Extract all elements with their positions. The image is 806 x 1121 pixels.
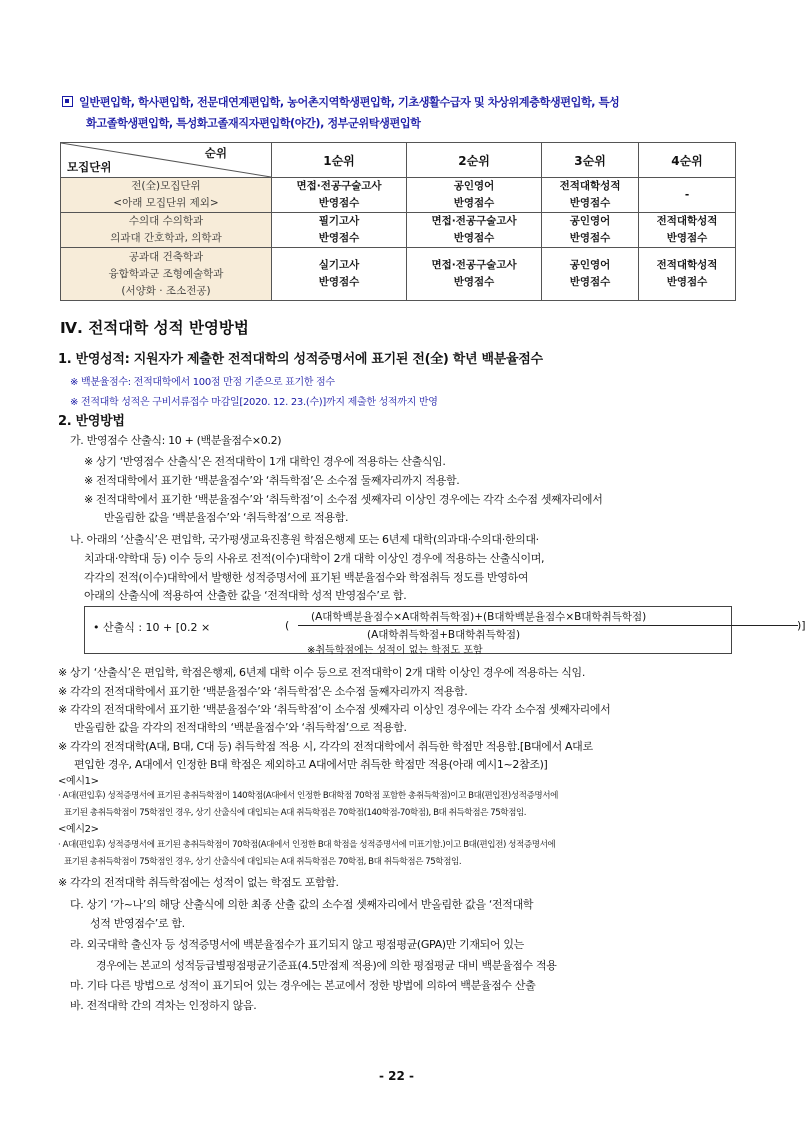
cell-line: 전적대학성적 [656,215,718,227]
cell-line: 반영점수 [453,197,495,209]
formula-note-2: ※ 각각의 전적대학에서 표기한 ‘백분율점수’와 ‘취득학점’은 소수점 둘째자리까지 적용함. [58,685,468,698]
ga-note-3-cont: 반올림한 값을 ‘백분율점수’와 ‘취득학점’으로 적용함. [104,511,349,524]
formula-denominator: (A대학취득학점+B대학취득학점) [367,629,521,641]
formula-box [84,606,806,656]
formula-lead: • 산출식 : 10 + [0.2 × [93,621,211,634]
cell-line: 실기고사 [318,259,360,271]
formula-note-3-cont: 반올림한 값을 각각의 전적대학의 ‘백분율점수’와 ‘취득학점’으로 적용함. [74,721,407,734]
cell-line: 공인영어 [453,180,495,192]
rank-cell [407,213,542,248]
ga-note-2: ※ 전적대학에서 표기한 ‘백분율점수’와 ‘취득학점’은 소수점 둘째자리까지 적용함. [84,474,460,487]
cell-line: 반영점수 [569,232,611,244]
unit-line: (서양화 · 조소전공) [121,284,211,297]
rank-cell [542,178,639,213]
cell-line: 반영점수 [453,276,495,288]
table-row [61,213,736,248]
rank-cell [639,178,736,213]
unit-line: <아래 모집단위 제외> [113,197,219,209]
rank-cell [272,213,407,248]
row-unit [61,213,272,248]
cell-line: 반영점수 [318,232,360,244]
formula-note-1: ※ 상기 ‘산출식’은 편입학, 학점은행제, 6년제 대학 이수 등으로 전적대학이 2개 대학 이상인 경우에 적용하는 식임. [58,666,585,679]
cell-line: 공인영어 [569,215,611,227]
example-2-label: <예시2> [58,824,99,835]
ma-item: 마. 기타 다른 방법으로 성적이 표기되어 있는 경우에는 본교에서 정한 방법에 의하여 백분율점수 산출 [70,979,536,992]
header-rank-2: 2순위 [407,143,542,178]
table-row [61,248,736,301]
ra-item-line-2: 경우에는 본교의 성적등급별평점평균기준표(4.5만점제 적용)에 의한 평점평균 대비 백분율점수 적용 [96,959,557,972]
rank-cell [407,248,542,301]
cell-line: 반영점수 [666,232,708,244]
table-corner-header [61,143,272,178]
na-item-line-3: 각각의 전적(이수)대학에서 발행한 성적증명서에 표기된 백분율점수와 학점취득 정도를 반영하여 [84,571,529,584]
formula-note-5: ※ 각각의 전적대학 취득학점에는 성적이 없는 학점도 포함함. [58,876,339,889]
na-item-line-1: 나. 아래의 ‘산출식’은 편입학, 국가평생교육진흥원 학점은행제 또는 6년제 대학(의과대·수의대·한의대· [70,533,539,546]
ga-item: 가. 반영점수 산출식: 10 + (백분율점수×0.2) [70,434,282,447]
header-rank-4: 4순위 [639,143,736,178]
cell-line: 반영점수 [318,276,360,288]
cell-line: 면접·전공구술고사 [431,215,517,227]
notice-line-1: 일반편입학, 학사편입학, 전문대연계편입학, 농어촌지역학생편입학, 기초생활수급자 및 차상위계층학생편입학, 특성 [79,96,620,109]
rank-cell [542,248,639,301]
unit-line: 공과대 건축학과 [128,250,204,263]
ra-item-line-1: 라. 외국대학 출신자 등 성적증명서에 백분율점수가 표기되지 않고 평점평균(GPA)만 기재되어 있는 [70,938,524,951]
unit-line: 수의대 수의학과 [128,215,204,227]
admission-types-notice [62,92,742,134]
cell-line: 반영점수 [666,276,708,288]
subsection-1-title: 1. 반영성적: 지원자가 제출한 전적대학의 성적증명서에 표기된 전(全) 학년 백분율점수 [58,352,543,367]
rank-cell [542,213,639,248]
s1-note-1: ※ 백분율점수: 전적대학에서 100점 만점 기준으로 표기한 점수 [70,377,335,388]
table-row [61,178,736,213]
header-rank-1: 1순위 [272,143,407,178]
cell-line: 전적대학성적 [559,180,621,192]
formula-footnote: ※취득학점에는 성적이 없는 학점도 포함 [307,645,483,656]
formula-numerator: (A대학백분율점수×A대학취득학점)+(B대학백분율점수×B대학취득학점) [311,611,647,623]
rank-cell [272,248,407,301]
da-item-line-2: 성적 반영점수’로 함. [90,917,185,930]
corner-unit-label: 모집단위 [67,160,112,174]
cell-line: 면접·전공구술고사 [296,180,382,192]
da-item-line-1: 다. 상기 ‘가~나’의 해당 산출식에 의한 최종 산출 값의 소수점 셋째자리에서 반올림한 값을 ‘전적대학 [70,898,534,911]
example-1-label: <예시1> [58,776,99,787]
cell-line: 공인영어 [569,259,611,271]
rank-cell [407,178,542,213]
formula-note-3: ※ 각각의 전적대학에서 표기한 ‘백분율점수’와 ‘취득학점’이 소수점 셋째자리 이상인 경우에는 각각 소수점 셋째자리에서 [58,703,611,716]
fraction-bar [298,625,798,626]
subsection-2-title: 2. 반영방법 [58,414,125,429]
cell-line: 반영점수 [569,276,611,288]
example-1-line-1: · A대(편입후) 성적증명서에 표기된 총취득학점이 140학점(A대에서 인정한 B대학점 70학점 포함한 총취득학점)이고 B대(편입전)성적증명서에 [58,791,558,801]
cell-line: 면접·전공구술고사 [431,259,517,271]
formula-note-4-cont: 편입한 경우, A대에서 인정한 B대 학점은 제외하고 A대에서만 취득한 학점만 적용(아래 예시1~2참조)] [74,758,548,771]
cell-line: 전적대학성적 [656,259,718,271]
unit-line: 의과대 간호학과, 의학과 [110,232,222,244]
square-bullet-icon [62,96,73,107]
example-1-line-2: 표기된 총취득학점이 75학점인 경우, 상기 산출식에 대입되는 A대 취득학점은 70학점(140학점-70학점), B대 취득학점은 75학점임. [64,808,527,818]
header-rank-3: 3순위 [542,143,639,178]
cell-line: 필기고사 [318,215,360,227]
ba-item: 바. 전적대학 간의 격차는 인정하지 않음. [70,999,257,1012]
unit-line: 전(全)모집단위 [131,180,201,192]
rank-cell [272,178,407,213]
notice-line-2: 화고졸학생편입학, 특성화고졸재직자편입학(야간), 정부군위탁생편입학 [86,117,421,130]
section-title: Ⅳ. 전적대학 성적 반영방법 [60,319,249,337]
row-unit [61,248,272,301]
cell-line: 반영점수 [318,197,360,209]
example-2-line-2: 표기된 총취득학점이 75학점인 경우, 상기 산출식에 대입되는 A대 취득학점은 70학점, B대 취득학점은 75학점임. [64,857,462,867]
ga-note-1: ※ 상기 ‘반영점수 산출식’은 전적대학이 1개 대학인 경우에 적용하는 산출식임. [84,455,446,468]
s1-note-2: ※ 전적대학 성적은 구비서류접수 마감일[2020. 12. 23.(수)]까지 제출한 성적까지 반영 [70,397,438,408]
rank-cell [639,213,736,248]
row-unit [61,178,272,213]
formula-note-4: ※ 각각의 전적대학(A대, B대, C대 등) 취득학점 적용 시, 각각의 전적대학에서 취득한 학점만 적용함.[B대에서 A대로 [58,740,593,753]
unit-line: 융합학과군 조형예술학과 [108,267,224,280]
cell-line: 반영점수 [569,197,611,209]
ga-note-3: ※ 전적대학에서 표기한 ‘백분율점수’와 ‘취득학점’이 소수점 셋째자리 이상인 경우에는 각각 소수점 셋째자리에서 [84,493,603,506]
page-number: - 22 - [378,1069,414,1083]
rank-cell [639,248,736,301]
example-2-line-1: · A대(편입후) 성적증명서에 표기된 총취득학점이 70학점(A대에서 인정한 B대 학점을 성적증명서에 미표기함.)이고 B대(편입전) 성적증명서에 [58,840,556,850]
ranking-table [60,142,736,301]
na-item-line-4: 아래의 산출식에 적용하여 산출한 값을 ‘전적대학 성적 반영점수’로 함. [84,589,407,602]
cell-line: - [684,188,690,201]
corner-rank-label: 순위 [204,146,227,160]
formula-open-paren: ( [285,619,290,632]
na-item-line-2: 치과대·약학대 등) 이수 등의 사유로 전적(이수)대학이 2개 대학 이상인 경우에 적용하는 산출식이며, [84,552,545,565]
cell-line: 반영점수 [453,232,495,244]
formula-close: )] [797,619,806,632]
